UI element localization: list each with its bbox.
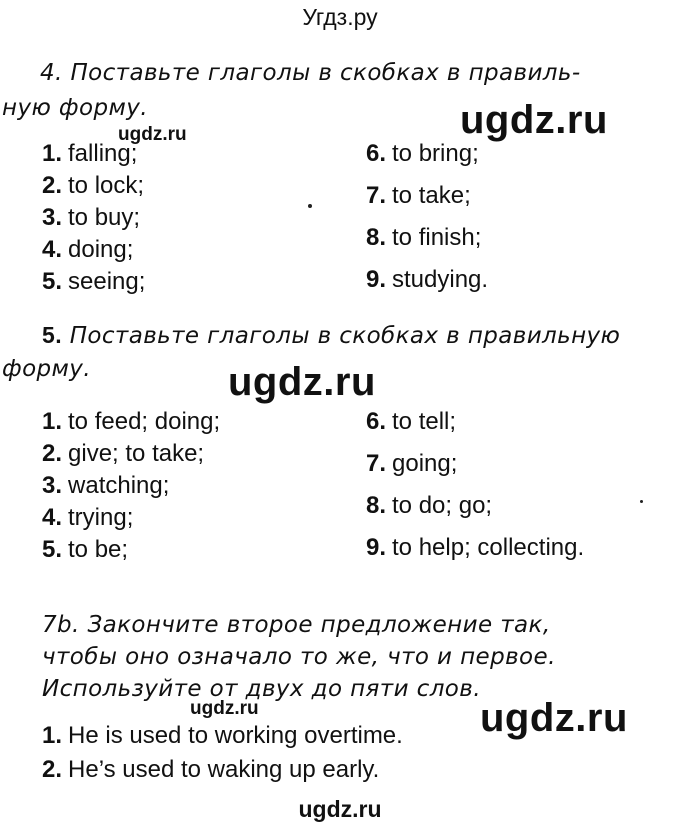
ex4-heading-line2: ную форму.: [2, 95, 148, 121]
watermark: ugdz.ru: [228, 360, 376, 404]
list-item: 9. studying.: [366, 266, 489, 293]
list-item: 7. to take;: [366, 182, 471, 209]
list-item: 8. to do; go;: [366, 492, 493, 519]
list-item: 4. doing;: [42, 236, 134, 263]
ex7b-heading-line2: чтобы оно означало то же, что и первое.: [42, 644, 556, 670]
list-item: 5. seeing;: [42, 268, 146, 295]
list-item: 2. He’s used to waking up early.: [42, 756, 380, 783]
watermark: ugdz.ru: [480, 696, 628, 740]
list-item: 3. to buy;: [42, 204, 141, 231]
list-item: 3. watching;: [42, 472, 170, 499]
list-item: 1. He is used to working overtime.: [42, 722, 403, 749]
site-footer: ugdz.ru: [298, 796, 382, 822]
list-item: 5. to be;: [42, 536, 129, 563]
ex7b-heading-line3: Используйте от двух до пяти слов.: [42, 676, 481, 702]
list-item: 1. falling;: [42, 140, 138, 167]
ex5-heading-line1: 5. Поставьте глаголы в скобках в правильную: [42, 322, 621, 349]
list-item: 6. to bring;: [366, 140, 479, 167]
list-item: 8. to finish;: [366, 224, 482, 251]
site-title: Угдз.ру: [302, 4, 378, 30]
list-item: 7. going;: [366, 450, 458, 477]
speck: [308, 204, 312, 208]
ex4-heading-line1: 4. Поставьте глаголы в скобках в правиль-: [40, 60, 581, 86]
ex7b-heading-line1: 7b. Закончите второе предложение так,: [42, 612, 551, 638]
watermark: ugdz.ru: [460, 98, 608, 142]
watermark: ugdz.ru: [190, 698, 259, 719]
list-item: 4. trying;: [42, 504, 134, 531]
list-item: 2. to lock;: [42, 172, 145, 199]
list-item: 6. to tell;: [366, 408, 457, 435]
list-item: 1. to feed; doing;: [42, 408, 221, 435]
ex5-heading-line2: форму.: [2, 356, 92, 382]
watermark: ugdz.ru: [118, 124, 187, 145]
speck: [640, 500, 643, 503]
list-item: 9. to help; collecting.: [366, 534, 585, 561]
list-item: 2. give; to take;: [42, 440, 205, 467]
